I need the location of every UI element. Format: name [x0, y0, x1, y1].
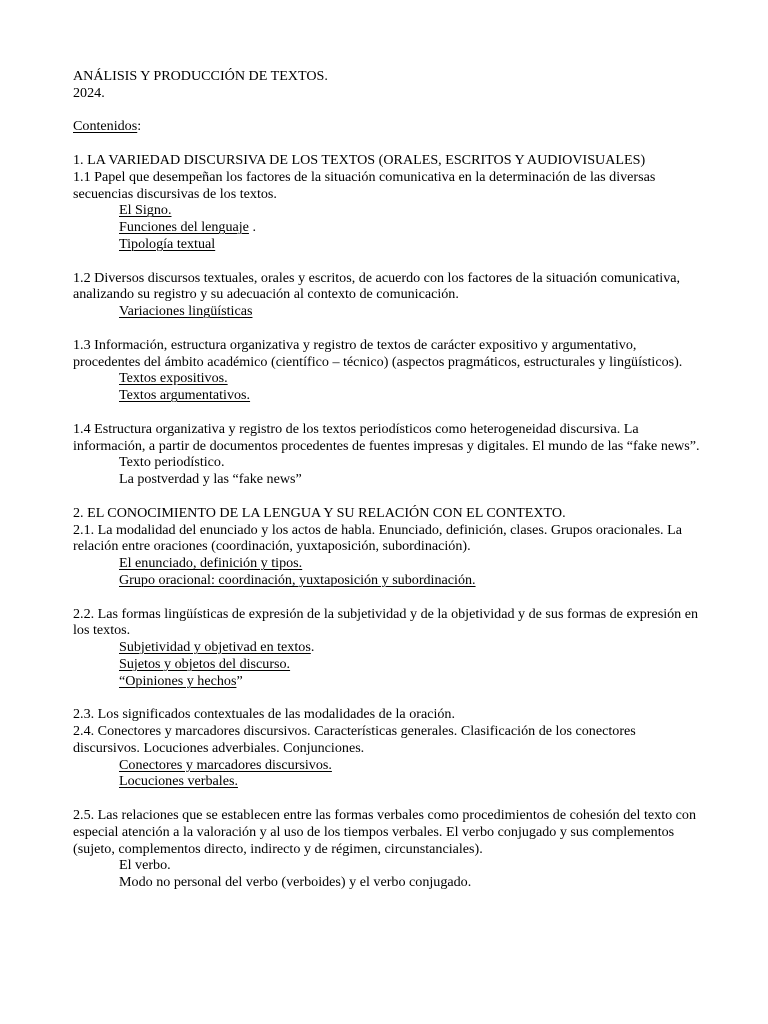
section-2-3-text: 2.3. Los significados contextuales de las modalidades de la oración.: [73, 706, 455, 723]
link-opiniones-hechos[interactable]: “Opiniones y hechos: [119, 672, 237, 689]
section-2-5-text: 2.5. Las relaciones que se establecen entre las formas verbales como procedimientos de cohesión del texto con especial atención a la valoración y al uso de los tiempos verbales. El verbo conjugado y sus complementos (sujeto, complementos directo, indirecto y de régimen, circunstanciales).: [73, 807, 697, 857]
trailing-punctuation: .: [248, 219, 256, 236]
link-item[interactable]: [73, 555, 703, 572]
contents-label: Contenidos: [73, 118, 138, 135]
list-item: Texto periodístico.: [119, 454, 225, 471]
list-item: Modo no personal del verbo (verboides) y el verbo conjugado.: [119, 874, 472, 891]
link-textos-argumentativos[interactable]: Textos argumentativos.: [119, 387, 251, 404]
link-item[interactable]: [73, 773, 703, 790]
link-item[interactable]: [73, 236, 703, 253]
document-page: [73, 68, 703, 891]
link-variaciones-linguisticas[interactable]: Variaciones lingüísticas: [119, 303, 253, 320]
contents-colon: :: [137, 118, 142, 135]
link-item[interactable]: [73, 202, 703, 219]
spacer: [73, 689, 703, 706]
spacer: [73, 253, 703, 270]
link-item[interactable]: [73, 757, 703, 774]
link-item[interactable]: [73, 219, 703, 236]
document-year: 2024.: [73, 84, 105, 101]
section-1-1-text: 1.1 Papel que desempeñan los factores de la situación comunicativa en la determinación de las diversas secuencias discursivas de los textos.: [73, 168, 656, 202]
section-1-2-text: 1.2 Diversos discursos textuales, orales y escritos, de acuerdo con los factores de la situación comunicativa, analizando su registro y su adecuación al contexto de comunicación.: [73, 269, 681, 303]
link-item[interactable]: [73, 673, 703, 690]
spacer: [73, 404, 703, 421]
section-1-heading: 1. LA VARIEDAD DISCURSIVA DE LOS TEXTOS (ORALES, ESCRITOS Y AUDIOVISUALES): [73, 151, 646, 168]
link-item[interactable]: [73, 572, 703, 589]
link-sujetos-objetos[interactable]: Sujetos y objetos del discurso.: [119, 655, 291, 672]
section-2-2-text: 2.2. Las formas lingüísticas de expresión de la subjetividad y de la objetividad y de sus formas de expresión en los textos.: [73, 605, 699, 639]
link-conectores-marcadores[interactable]: Conectores y marcadores discursivos.: [119, 756, 332, 773]
contents-heading: [73, 118, 703, 135]
section-1-4-text: 1.4 Estructura organizativa y registro de los textos periodísticos como heterogeneidad discursiva. La información, a partir de documentos procedentes de fuentes impresas y digitales. El mundo de las “fake news”.: [73, 420, 700, 454]
link-el-signo[interactable]: El Signo.: [119, 202, 172, 219]
link-item[interactable]: [73, 370, 703, 387]
spacer: [73, 488, 703, 505]
list-item: La postverdad y las “fake news”: [119, 471, 302, 488]
link-item[interactable]: [73, 639, 703, 656]
link-subjetividad-objetividad[interactable]: Subjetividad y objetivad en textos: [119, 639, 311, 656]
link-item[interactable]: [73, 387, 703, 404]
spacer: [73, 790, 703, 807]
section-2-1-text: 2.1. La modalidad del enunciado y los actos de habla. Enunciado, definición, clases. Grupos oracionales. La relación entre oraciones (coordinación, yuxtaposición, subordinación).: [73, 521, 682, 555]
section-2-4-text: 2.4. Conectores y marcadores discursivos. Características generales. Clasificación de los conectores discursivos. Locuciones adverbiales. Conjunciones.: [73, 723, 636, 756]
link-grupo-oracional[interactable]: Grupo oracional: coordinación, yuxtaposición y subordinación.: [119, 571, 476, 588]
section-2-heading: 2. EL CONOCIMIENTO DE LA LENGUA Y SU RELACIÓN CON EL CONTEXTO.: [73, 504, 566, 521]
link-funciones-del-lenguaje[interactable]: Funciones del lenguaje: [119, 219, 249, 236]
link-el-enunciado[interactable]: El enunciado, definición y tipos.: [119, 555, 303, 572]
list-item: El verbo.: [119, 857, 171, 874]
link-textos-expositivos[interactable]: Textos expositivos.: [119, 370, 228, 387]
spacer: [73, 102, 703, 119]
link-tipologia-textual[interactable]: Tipología textual: [119, 235, 216, 252]
spacer: [73, 320, 703, 337]
trailing-punctuation: .: [310, 639, 315, 656]
section-1-3-text: 1.3 Información, estructura organizativa y registro de textos de carácter expositivo y argumentativo, procedentes del ámbito académico (científico – técnico) (aspectos pragmáticos, estructurales y lingüísticos).: [73, 336, 683, 370]
link-locuciones-verbales[interactable]: Locuciones verbales.: [119, 773, 238, 790]
spacer: [73, 135, 703, 152]
link-item[interactable]: [73, 303, 703, 320]
trailing-punctuation: ”: [236, 672, 243, 689]
spacer: [73, 589, 703, 606]
document-title: ANÁLISIS Y PRODUCCIÓN DE TEXTOS.: [73, 68, 328, 84]
link-item[interactable]: [73, 656, 703, 673]
